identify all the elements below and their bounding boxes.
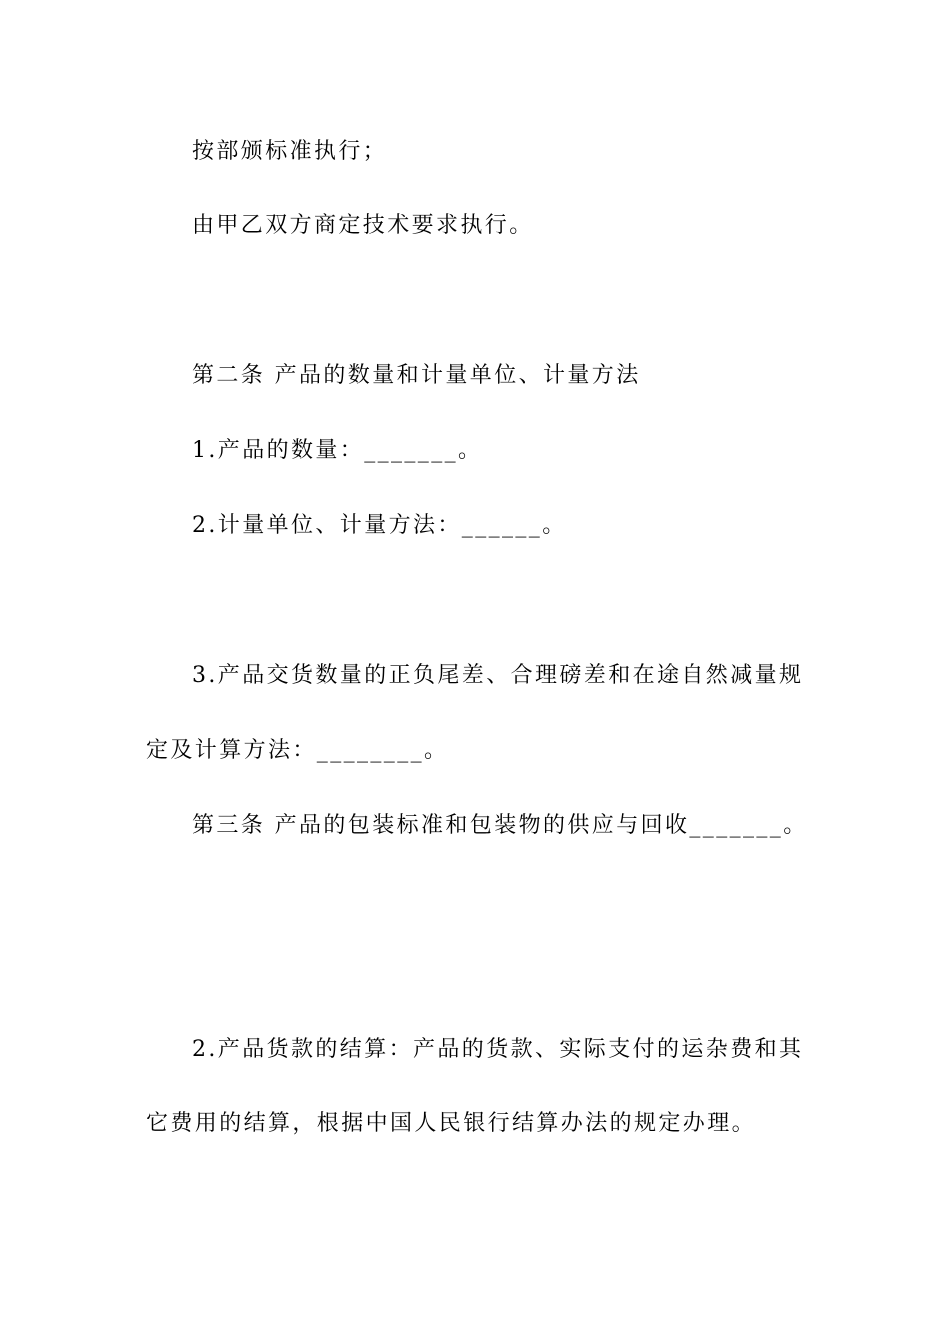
paragraph-measurement-unit: 2.计量单位、计量方法：______。: [192, 513, 567, 538]
paragraph-technical-requirements: 由甲乙双方商定技术要求执行。: [192, 213, 534, 238]
paragraph-quantity-tolerance-line2: 定及计算方法：________。: [146, 738, 449, 763]
paragraph-product-quantity: 1.产品的数量：_______。: [192, 438, 483, 463]
paragraph-quantity-tolerance-line1: 3.产品交货数量的正负尾差、合理磅差和在途自然减量规: [192, 663, 804, 688]
article-two-heading: 第二条 产品的数量和计量单位、计量方法: [192, 363, 641, 388]
paragraph-payment-settlement-line2: 它费用的结算，根据中国人民银行结算办法的规定办理。: [146, 1111, 757, 1136]
article-three-heading: 第三条 产品的包装标准和包装物的供应与回收_______。: [192, 813, 808, 838]
paragraph-standard-execution: 按部颁标准执行；: [192, 139, 388, 164]
paragraph-payment-settlement-line1: 2.产品货款的结算：产品的货款、实际支付的运杂费和其: [192, 1037, 804, 1062]
